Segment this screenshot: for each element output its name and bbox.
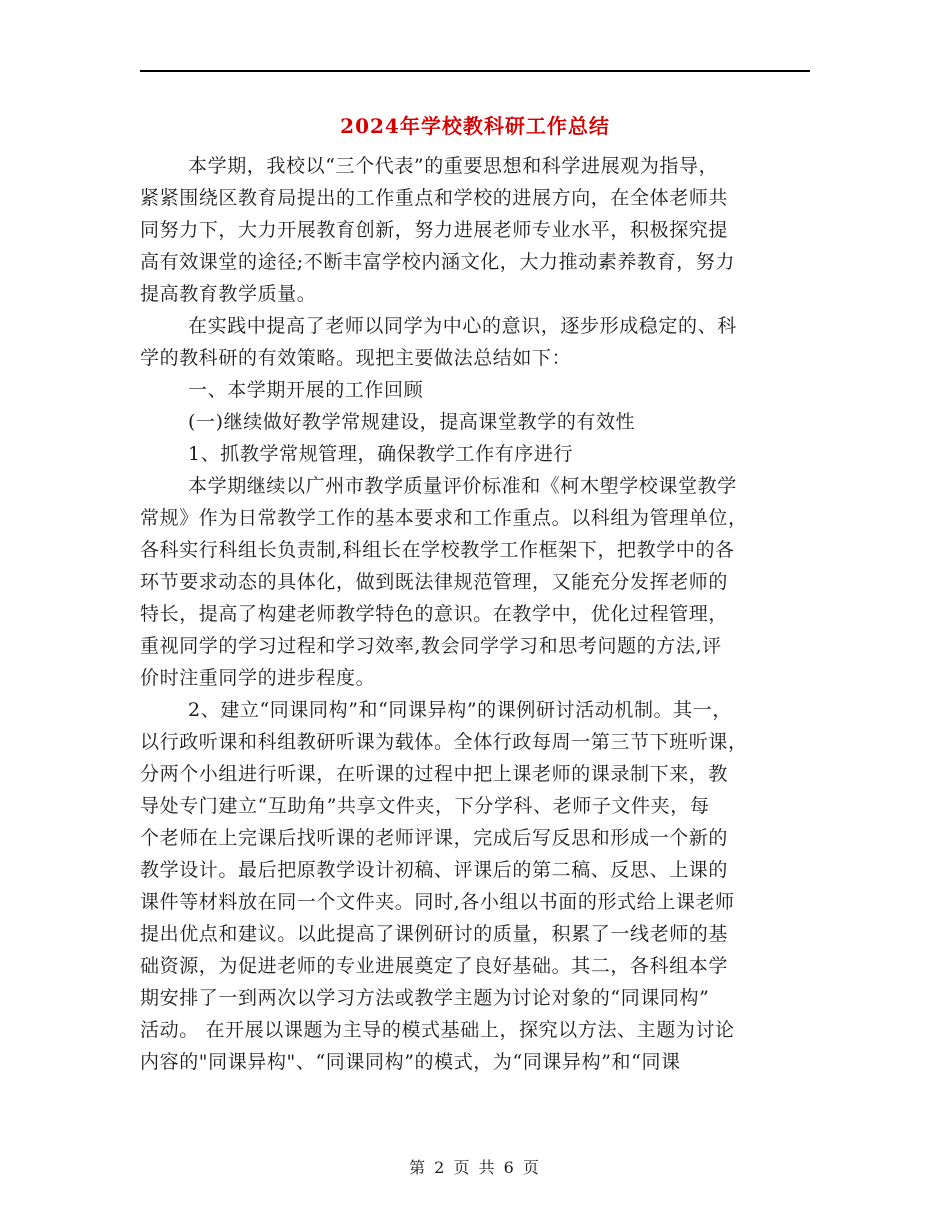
- paragraph-line: 常规》作为日常教学工作的基本要求和工作重点。以科组为管理单位，: [140, 507, 748, 529]
- page-number: 第 2 页 共 6 页: [409, 1158, 541, 1177]
- item-heading: 1、抓教学常规管理，确保教学工作有序进行: [188, 443, 574, 465]
- paragraph-line: 本学期，我校以“三个代表”的重要思想和科学进展观为指导，: [188, 155, 719, 177]
- paragraph-line: 活动。 在开展以课题为主导的模式基础上，探究以方法、主题为讨论: [140, 1019, 735, 1041]
- header-rule: [140, 70, 810, 72]
- paragraph-line: 本学期继续以广州市教学质量评价标准和《柯木塱学校课堂教学: [188, 475, 737, 497]
- paragraph-line: 2、建立“同课同构”和“同课异构”的课例研讨活动机制。其一，: [188, 699, 732, 721]
- paragraph-line: 以行政听课和科组教研听课为载体。全体行政每周一第三节下班听课，: [140, 731, 748, 753]
- paragraph-line: 紧紧围绕区教育局提出的工作重点和学校的进展方向，在全体老师共: [140, 187, 729, 209]
- paragraph-line: 内容的"同课异构"、“同课同构”的模式，为“同课异构”和“同课: [140, 1051, 681, 1073]
- paragraph-line: 同努力下，大力开展教育创新，努力进展老师专业水平，积极探究提: [140, 219, 729, 241]
- paragraph-line: 分两个小组进行听课，在听课的过程中把上课老师的课录制下来，教: [140, 763, 729, 785]
- paragraph-line: 提出优点和建议。以此提高了课例研讨的质量，积累了一线老师的基: [140, 923, 729, 945]
- document-title: 2024年学校教科研工作总结: [340, 114, 610, 138]
- paragraph-line: 在实践中提高了老师以同学为中心的意识，逐步形成稳定的、科: [188, 315, 737, 337]
- paragraph-line: 教学设计。最后把原教学设计初稿、评课后的第二稿、反思、上课的: [140, 859, 729, 881]
- paragraph-line: 导处专门建立“互助角”共享文件夹，下分学科、老师子文件夹，每: [140, 795, 710, 817]
- paragraph-line: 价时注重同学的进步程度。: [140, 667, 376, 689]
- document-body: [140, 150, 820, 1078]
- paragraph-line: 课件等材料放在同一个文件夹。同时,各小组以书面的形式给上课老师: [140, 891, 735, 913]
- paragraph-line: 环节要求动态的具体化，做到既法律规范管理，又能充分发挥老师的: [140, 571, 729, 593]
- paragraph-line: 期安排了一到两次以学习方法或教学主题为讨论对象的“同课同构”: [140, 987, 710, 1009]
- paragraph-line: 特长，提高了构建老师教学特色的意识。在教学中，优化过程管理，: [140, 603, 729, 625]
- paragraph-line: 各科实行科组长负责制,科组长在学校教学工作框架下，把教学中的各: [140, 539, 735, 561]
- paragraph-line: 重视同学的学习过程和学习效率,教会同学学习和思考问题的方法,评: [140, 635, 722, 657]
- subsection-heading: (一)继续做好教学常规建设，提高课堂教学的有效性: [188, 411, 636, 433]
- paragraph-line: 个老师在上完课后找听课的老师评课，完成后写反思和形成一个新的: [140, 827, 729, 849]
- paragraph-line: 提高教育教学质量。: [140, 283, 317, 305]
- paragraph-line: 础资源，为促进老师的专业进展奠定了良好基础。其二，各科组本学: [140, 955, 729, 977]
- paragraph-line: 学的教科研的有效策略。现把主要做法总结如下：: [140, 347, 572, 369]
- paragraph-line: 高有效课堂的途径;不断丰富学校内涵文化，大力推动素养教育，努力: [140, 251, 736, 273]
- section-heading: 一、本学期开展的工作回顾: [188, 379, 424, 401]
